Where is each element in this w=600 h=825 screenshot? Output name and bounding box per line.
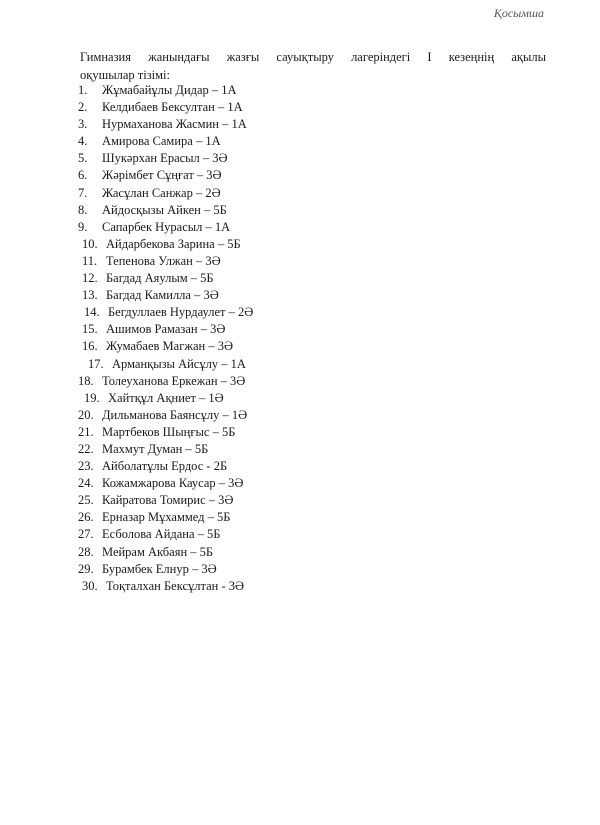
student-item [78,356,253,373]
item-number: 21. [78,424,94,439]
student-entry: Багдад Камилла – 3Ә [106,288,219,303]
item-number: 28. [78,544,94,559]
student-entry: Айдарбекова Зарина – 5Б [106,236,241,251]
item-number: 14. [84,305,100,320]
student-item [78,304,253,321]
student-entry: Айдосқызы Айкен – 5Б [102,202,227,217]
student-item [78,82,253,99]
item-number: 30. [82,578,98,593]
item-number: 10. [82,236,98,251]
item-number: 18. [78,373,94,388]
student-item [78,475,253,492]
item-number: 9. [78,219,88,234]
student-entry: Ашимов Рамазан – 3Ә [106,322,226,337]
student-entry: Жұмабайұлы Дидар – 1А [102,83,237,97]
student-entry: Толеуханова Еркежан – 3Ә [102,373,246,388]
item-number: 3. [78,117,88,132]
item-number: 13. [82,288,98,303]
student-item [78,133,253,150]
item-number: 26. [78,510,94,525]
student-item [78,99,253,116]
student-item [78,219,253,236]
student-item [78,509,253,526]
student-entry: Махмут Думан – 5Б [102,441,209,456]
student-entry: Кожамжарова Каусар – 3Ә [102,476,244,491]
student-item [78,373,253,390]
student-entry: Амирова Самира – 1А [102,134,221,149]
student-entry: Мейрам Акбаян – 5Б [102,544,214,559]
item-number: 25. [78,493,94,508]
document-title: Гимназия жанындағы жазғы сауықтыру лагеріндегі I кезеңнің ақылы [80,50,546,64]
student-entry: Арманқызы Айсұлу – 1А [112,356,246,371]
item-number: 1. [78,83,88,97]
item-number: 6. [78,168,88,183]
item-number: 29. [78,561,94,576]
item-number: 7. [78,185,88,200]
student-entry: Сапарбек Нурасыл – 1А [102,219,231,234]
student-item [78,185,253,202]
item-number: 8. [78,202,88,217]
student-item [78,236,253,253]
student-entry: Жумабаев Магжан – 3Ә [106,339,233,354]
item-number: 19. [84,390,100,405]
item-number: 16. [82,339,98,354]
appendix-note: Қосымша [493,6,544,20]
item-number: 20. [78,407,94,422]
student-entry: Тоқталхан Бексұлтан - 3Ә [106,578,245,593]
student-entry: Нурмаханова Жасмин – 1А [102,117,247,132]
student-item [78,202,253,219]
student-item [78,492,253,509]
student-item [78,561,253,578]
student-entry: Мартбеков Шыңғыс – 5Б [102,424,236,439]
student-entry: Багдад Аяулым – 5Б [106,271,214,286]
item-number: 24. [78,476,94,491]
student-item [78,458,253,475]
student-entry: Шукәрхан Ерасыл – 3Ә [102,151,228,166]
student-entry: Жасұлан Санжар – 2Ә [102,185,221,200]
item-number: 2. [78,100,88,115]
student-item [78,407,253,424]
student-item [78,287,253,304]
student-item [78,116,253,133]
student-item [78,526,253,543]
student-item [78,441,253,458]
student-entry: Жәрімбет Сұңғат – 3Ә [102,168,222,183]
document-subtitle: оқушылар тізімі: [80,68,170,82]
student-entry: Хайтқұл Ақниет – 1Ә [108,390,224,405]
student-item [78,338,253,355]
student-entry: Кайратова Томирис – 3Ә [102,493,234,508]
student-item [78,253,253,270]
student-item [78,390,253,407]
student-entry: Дильманова Баянсұлу – 1Ә [102,407,248,422]
student-item [78,150,253,167]
student-item [78,578,253,595]
item-number: 11. [82,253,98,268]
student-entry: Келдибаев Бексултан – 1А [102,100,243,115]
item-number: 4. [78,134,88,149]
item-number: 22. [78,441,94,456]
student-entry: Есболова Айдана – 5Б [102,527,221,542]
item-number: 17. [88,356,104,371]
student-entry: Айболатұлы Ердос - 2Б [102,459,228,474]
student-entry: Бегдуллаев Нурдаулет – 2Ә [108,305,254,320]
item-number: 5. [78,151,88,166]
item-number: 12. [82,271,98,286]
student-entry: Тепенова Улжан – 3Ә [106,253,221,268]
student-item [78,321,253,338]
student-list [78,82,253,595]
student-item [78,544,253,561]
student-item [78,424,253,441]
student-entry: Бурамбек Елнур – 3Ә [102,561,217,576]
student-entry: Ерназар Мұхаммед – 5Б [102,510,231,525]
student-item [78,167,253,184]
item-number: 27. [78,527,94,542]
item-number: 15. [82,322,98,337]
item-number: 23. [78,459,94,474]
student-item [78,270,253,287]
